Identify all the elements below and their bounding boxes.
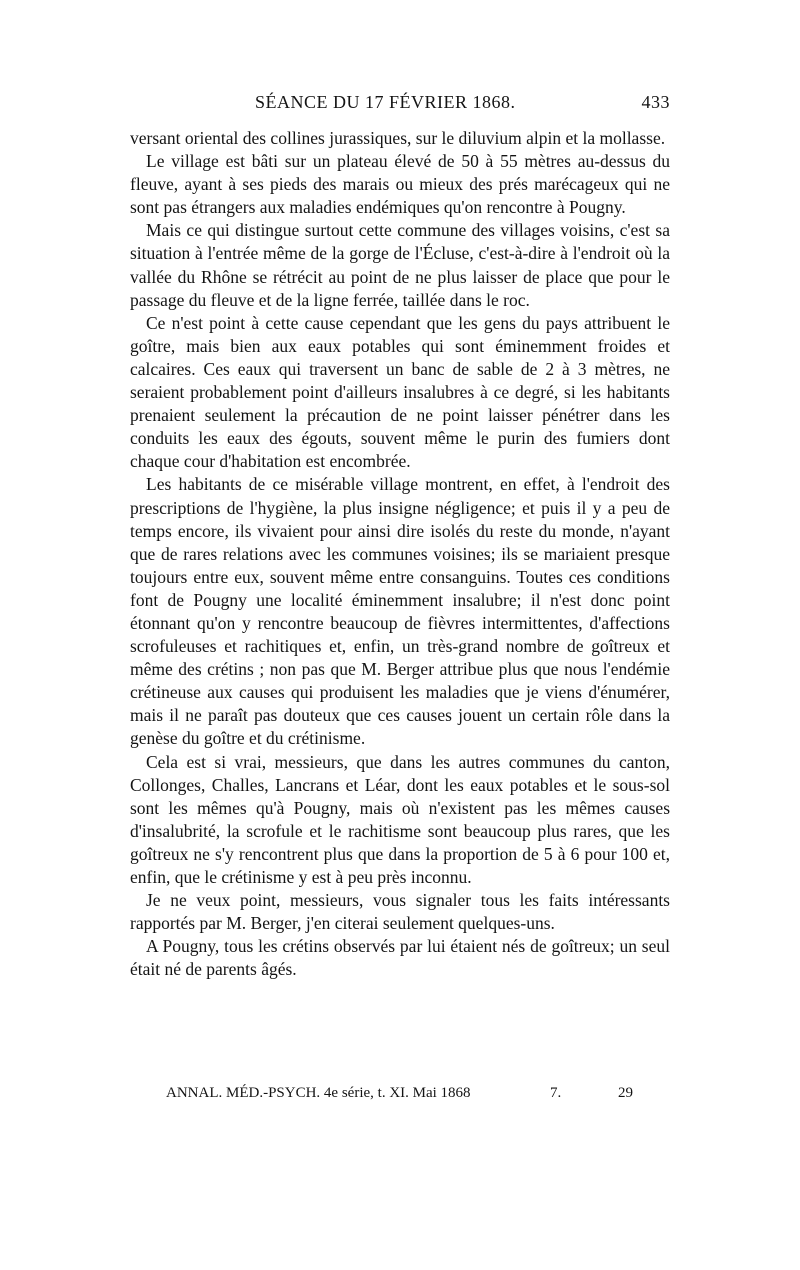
paragraph: Ce n'est point à cette cause cependant que les gens du pays attribuent le goître, mais bien aux eaux potables qui sont éminemment froides et calcaires. Ces eaux qui traversent un banc de sable de 2 à 3 mètres, ne seraient probablement point d'ailleurs insalubres à ce degré, si les habitants prenaient seulement la précaution de ne point laisser pénétrer dans les conduits les eaux des égouts, souvent même le purin des fumiers dont chaque cour d'habitation est encombrée. [130, 312, 670, 472]
page-footer [130, 1083, 670, 1107]
paragraph: Les habitants de ce misérable village montrent, en effet, à l'endroit des prescriptions de l'hygiène, la plus insigne négligence; et puis il y a peu de temps encore, ils vivaient pour ainsi dire isolés du reste du monde, n'ayant que de rares relations avec les communes voisines; ils se mariaient presque toujours entre eux, souvent même entre consanguins. Toutes ces conditions font de Pougny une localité éminemment insalubre; il n'est donc point étonnant qu'on y rencontre beaucoup de fièvres intermittentes, d'affections scrofuleuses et rachitiques et, enfin, un très-grand nombre de goîtreux et même des crétins ; non pas que M. Berger attribue plus que nous l'endémie crétineuse aux causes qui produisent les maladies que je viens d'énumérer, mais il ne paraît pas douteux que ces causes jouent un certain rôle dans la genèse du goître et du crétinisme. [130, 474, 670, 749]
paragraph: Mais ce qui distingue surtout cette commune des villages voisins, c'est sa situation à l'entrée même de la gorge de l'Écluse, c'est-à-dire à l'endroit où la vallée du Rhône se rétrécit au point de ne plus laisser de place que pour le passage du fleuve et de la ligne ferrée, taillée dans le roc. [130, 220, 670, 310]
footer-citation: ANNAL. MÉD.-PSYCH. 4e série, t. XI. Mai 1868 [166, 1085, 471, 1101]
page-number: 433 [641, 92, 670, 112]
paragraph: versant oriental des collines jurassiques, sur le diluvium alpin et la mollasse. [130, 128, 666, 148]
body-text [130, 127, 670, 981]
paragraph: A Pougny, tous les crétins observés par lui étaient nés de goîtreux; un seul était né de parents âgés. [130, 936, 670, 980]
sheet-number: 29 [618, 1085, 633, 1101]
paragraph: Le village est bâti sur un plateau élevé de 50 à 55 mètres au-dessus du fleuve, ayant à ses pieds des marais ou mieux des prés marécageux qui ne sont pas étrangers aux maladies endémiques qu'on rencontre à Pougny. [130, 151, 670, 218]
signature-mark: 7. [550, 1085, 562, 1101]
paragraph: Je ne veux point, messieurs, vous signaler tous les faits intéressants rapportés par M. Berger, j'en citerai seulement quelques-uns. [130, 890, 670, 934]
paragraph: Cela est si vrai, messieurs, que dans les autres communes du canton, Collonges, Challes, Lancrans et Léar, dont les eaux potables et le sous-sol sont les mêmes qu'à Pougny, mais où n'existent pas les mêmes causes d'insalubrité, la scrofule et le rachitisme sont beaucoup plus rares, que les goîtreux ne s'y rencontrent plus que dans la proportion de 5 à 6 pour 100 et, enfin, que le crétinisme y est à peu près inconnu. [130, 751, 670, 887]
running-title: SÉANCE DU 17 FÉVRIER 1868. [255, 92, 516, 112]
running-header [130, 88, 670, 118]
